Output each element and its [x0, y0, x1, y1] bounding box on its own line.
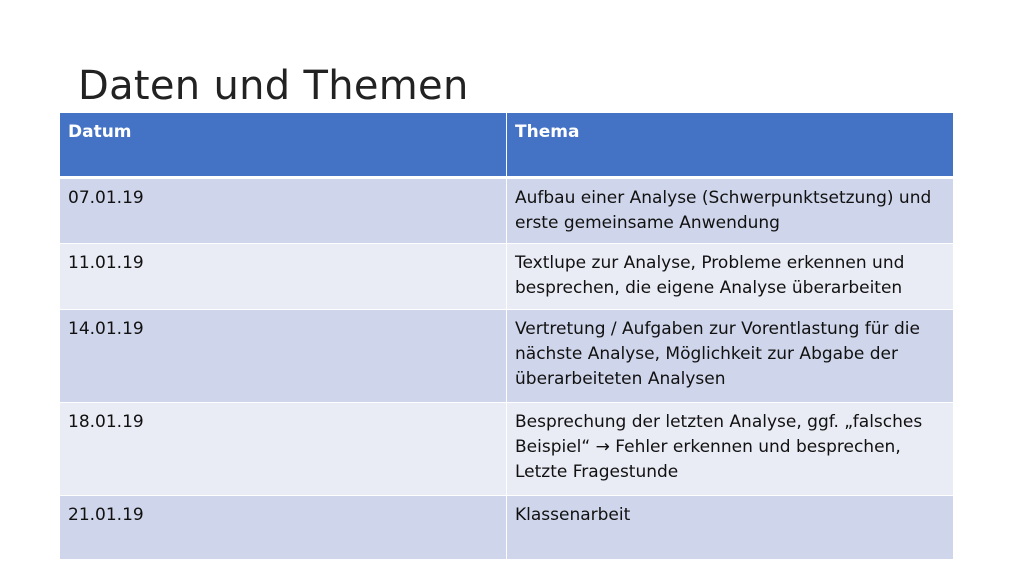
header-date: Datum	[60, 113, 507, 178]
table-row	[60, 178, 954, 244]
topic-cell: Besprechung der letzten Analyse, ggf. „falsches Beispiel“ → Fehler erkennen und besprechen, Letzte Fragestunde	[507, 403, 954, 496]
date-cell: 07.01.19	[60, 178, 507, 244]
date-cell: 14.01.19	[60, 310, 507, 403]
topic-cell: Klassenarbeit	[507, 496, 954, 560]
slide-title: Daten und Themen	[78, 63, 469, 109]
topic-cell: Textlupe zur Analyse, Probleme erkennen und besprechen, die eigene Analyse überarbeiten	[507, 244, 954, 310]
table-row	[60, 310, 954, 403]
table-header	[60, 113, 954, 178]
table-row	[60, 496, 954, 560]
topic-cell: Aufbau einer Analyse (Schwerpunktsetzung) und erste gemeinsame Anwendung	[507, 178, 954, 244]
date-cell: 11.01.19	[60, 244, 507, 310]
table-row	[60, 244, 954, 310]
header-topic: Thema	[507, 113, 954, 178]
schedule-table	[59, 112, 954, 560]
header-row	[60, 113, 954, 178]
table-row	[60, 403, 954, 496]
topic-cell: Vertretung / Aufgaben zur Vorentlastung für die nächste Analyse, Möglichkeit zur Abgabe der überarbeiteten Analysen	[507, 310, 954, 403]
date-cell: 18.01.19	[60, 403, 507, 496]
date-cell: 21.01.19	[60, 496, 507, 560]
table-body	[60, 178, 954, 560]
